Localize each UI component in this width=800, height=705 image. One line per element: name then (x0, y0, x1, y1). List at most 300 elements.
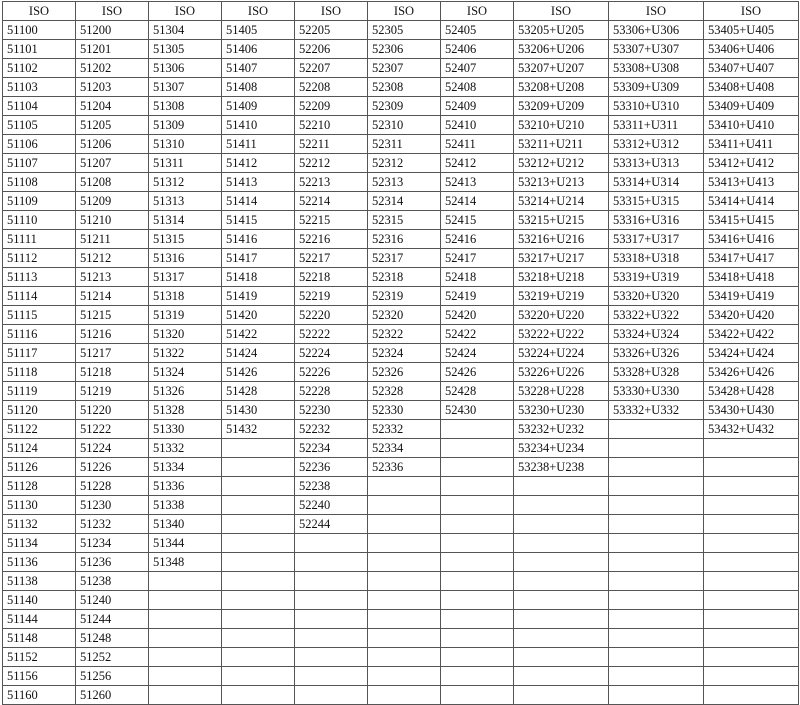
empty-cell (704, 686, 799, 705)
empty-cell (609, 496, 704, 515)
table-cell: 53222+U222 (514, 325, 609, 344)
table-cell: 52336 (368, 458, 441, 477)
table-cell: 53407+U407 (704, 59, 799, 78)
table-cell: 51218 (76, 363, 149, 382)
table-cell: 53228+U228 (514, 382, 609, 401)
table-cell: 51219 (76, 382, 149, 401)
table-row (3, 325, 799, 344)
table-cell: 51214 (76, 287, 149, 306)
table-cell: 53328+U328 (609, 363, 704, 382)
empty-cell (295, 610, 368, 629)
table-cell: 53230+U230 (514, 401, 609, 420)
table-cell: 51322 (149, 344, 222, 363)
table-cell: 53318+U318 (609, 249, 704, 268)
table-cell: 51307 (149, 78, 222, 97)
table-row (3, 553, 799, 572)
table-cell: 53317+U317 (609, 230, 704, 249)
table-cell: 51316 (149, 249, 222, 268)
table-cell: 53324+U324 (609, 325, 704, 344)
table-cell: 53220+U220 (514, 306, 609, 325)
empty-cell (295, 686, 368, 705)
table-cell: 52313 (368, 173, 441, 192)
table-cell: 52312 (368, 154, 441, 173)
table-cell: 51318 (149, 287, 222, 306)
table-cell: 51236 (76, 553, 149, 572)
table-cell: 52406 (441, 40, 514, 59)
empty-cell (514, 477, 609, 496)
table-cell: 52409 (441, 97, 514, 116)
empty-cell (295, 534, 368, 553)
column-header-9: ISO (609, 2, 704, 21)
empty-cell (441, 686, 514, 705)
table-cell: 53309+U309 (609, 78, 704, 97)
table-cell: 52315 (368, 211, 441, 230)
table-cell: 53224+U224 (514, 344, 609, 363)
table-cell: 53416+U416 (704, 230, 799, 249)
table-row (3, 173, 799, 192)
table-cell: 51152 (3, 648, 76, 667)
table-cell: 51348 (149, 553, 222, 572)
table-cell: 52418 (441, 268, 514, 287)
empty-cell (609, 667, 704, 686)
table-cell: 52415 (441, 211, 514, 230)
empty-cell (704, 591, 799, 610)
table-cell: 51112 (3, 249, 76, 268)
empty-cell (295, 553, 368, 572)
empty-cell (514, 648, 609, 667)
table-cell: 51115 (3, 306, 76, 325)
table-cell: 51315 (149, 230, 222, 249)
table-cell: 52232 (295, 420, 368, 439)
table-cell: 51120 (3, 401, 76, 420)
empty-cell (295, 629, 368, 648)
table-cell: 53215+U215 (514, 211, 609, 230)
table-cell: 51238 (76, 572, 149, 591)
table-cell: 52424 (441, 344, 514, 363)
empty-cell (441, 458, 514, 477)
table-cell: 52218 (295, 268, 368, 287)
table-cell: 51217 (76, 344, 149, 363)
empty-cell (368, 667, 441, 686)
table-cell: 51336 (149, 477, 222, 496)
empty-cell (704, 458, 799, 477)
table-cell: 51314 (149, 211, 222, 230)
table-cell: 51328 (149, 401, 222, 420)
table-cell: 51304 (149, 21, 222, 40)
table-cell: 52428 (441, 382, 514, 401)
table-cell: 52328 (368, 382, 441, 401)
table-cell: 52244 (295, 515, 368, 534)
table-cell: 53412+U412 (704, 154, 799, 173)
empty-cell (368, 534, 441, 553)
table-cell: 53419+U419 (704, 287, 799, 306)
table-row (3, 154, 799, 173)
table-cell: 51256 (76, 667, 149, 686)
table-cell: 51116 (3, 325, 76, 344)
table-cell: 53212+U212 (514, 154, 609, 173)
empty-cell (514, 686, 609, 705)
empty-cell (609, 439, 704, 458)
empty-cell (368, 648, 441, 667)
table-cell: 51308 (149, 97, 222, 116)
table-cell: 53219+U219 (514, 287, 609, 306)
table-row (3, 230, 799, 249)
empty-cell (441, 515, 514, 534)
table-cell: 51407 (222, 59, 295, 78)
empty-cell (149, 667, 222, 686)
empty-cell (704, 648, 799, 667)
table-cell: 51156 (3, 667, 76, 686)
table-cell: 51310 (149, 135, 222, 154)
table-cell: 52413 (441, 173, 514, 192)
empty-cell (609, 534, 704, 553)
table-cell: 52211 (295, 135, 368, 154)
empty-cell (609, 648, 704, 667)
table-cell: 51222 (76, 420, 149, 439)
table-cell: 51248 (76, 629, 149, 648)
empty-cell (441, 591, 514, 610)
table-cell: 51105 (3, 116, 76, 135)
table-cell: 51319 (149, 306, 222, 325)
table-cell: 51426 (222, 363, 295, 382)
table-cell: 51200 (76, 21, 149, 40)
table-cell: 52310 (368, 116, 441, 135)
table-row (3, 21, 799, 40)
table-cell: 52411 (441, 135, 514, 154)
table-cell: 52222 (295, 325, 368, 344)
table-body (3, 21, 799, 705)
table-cell: 53226+U226 (514, 363, 609, 382)
table-row (3, 382, 799, 401)
table-cell: 51324 (149, 363, 222, 382)
empty-cell (704, 629, 799, 648)
table-cell: 51412 (222, 154, 295, 173)
empty-cell (441, 629, 514, 648)
table-cell: 52205 (295, 21, 368, 40)
empty-cell (609, 477, 704, 496)
table-cell: 51101 (3, 40, 76, 59)
empty-cell (368, 686, 441, 705)
table-cell: 52426 (441, 363, 514, 382)
table-row (3, 572, 799, 591)
table-cell: 51201 (76, 40, 149, 59)
table-row (3, 534, 799, 553)
table-cell: 51107 (3, 154, 76, 173)
iso-bearing-table (2, 1, 799, 705)
empty-cell (295, 667, 368, 686)
table-cell: 53208+U208 (514, 78, 609, 97)
table-row (3, 249, 799, 268)
table-cell: 51110 (3, 211, 76, 230)
table-cell: 53306+U306 (609, 21, 704, 40)
empty-cell (368, 610, 441, 629)
table-cell: 53218+U218 (514, 268, 609, 287)
table-cell: 52314 (368, 192, 441, 211)
table-cell: 53313+U313 (609, 154, 704, 173)
table-cell: 51213 (76, 268, 149, 287)
table-cell: 53234+U234 (514, 439, 609, 458)
table-row (3, 648, 799, 667)
table-cell: 51311 (149, 154, 222, 173)
empty-cell (149, 591, 222, 610)
table-cell: 53315+U315 (609, 192, 704, 211)
table-cell: 52330 (368, 401, 441, 420)
table-cell: 51330 (149, 420, 222, 439)
table-cell: 51418 (222, 268, 295, 287)
empty-cell (441, 534, 514, 553)
table-cell: 51104 (3, 97, 76, 116)
column-header-4: ISO (222, 2, 295, 21)
table-cell: 51410 (222, 116, 295, 135)
table-cell: 52207 (295, 59, 368, 78)
column-header-3: ISO (149, 2, 222, 21)
empty-cell (222, 610, 295, 629)
empty-cell (368, 629, 441, 648)
table-cell: 51208 (76, 173, 149, 192)
table-cell: 51305 (149, 40, 222, 59)
table-cell: 53320+U320 (609, 287, 704, 306)
empty-cell (222, 515, 295, 534)
table-cell: 51409 (222, 97, 295, 116)
table-cell: 51340 (149, 515, 222, 534)
table-cell: 53417+U417 (704, 249, 799, 268)
empty-cell (222, 629, 295, 648)
empty-cell (149, 572, 222, 591)
table-cell: 52210 (295, 116, 368, 135)
table-cell: 52419 (441, 287, 514, 306)
table-cell: 53406+U406 (704, 40, 799, 59)
table-cell: 51419 (222, 287, 295, 306)
empty-cell (704, 477, 799, 496)
table-row (3, 610, 799, 629)
table-cell: 52311 (368, 135, 441, 154)
table-cell: 53420+U420 (704, 306, 799, 325)
table-row (3, 192, 799, 211)
empty-cell (222, 591, 295, 610)
table-cell: 52412 (441, 154, 514, 173)
table-cell: 51119 (3, 382, 76, 401)
empty-cell (609, 515, 704, 534)
table-row (3, 629, 799, 648)
table-cell: 52228 (295, 382, 368, 401)
table-cell: 53316+U316 (609, 211, 704, 230)
table-cell: 51313 (149, 192, 222, 211)
table-cell: 52405 (441, 21, 514, 40)
empty-cell (704, 496, 799, 515)
table-cell: 52308 (368, 78, 441, 97)
table-cell: 52309 (368, 97, 441, 116)
table-row (3, 59, 799, 78)
table-cell: 53312+U312 (609, 135, 704, 154)
table-cell: 51414 (222, 192, 295, 211)
empty-cell (514, 496, 609, 515)
column-header-8: ISO (514, 2, 609, 21)
table-cell: 52236 (295, 458, 368, 477)
table-cell: 51109 (3, 192, 76, 211)
table-cell: 51128 (3, 477, 76, 496)
table-cell: 51420 (222, 306, 295, 325)
table-row (3, 268, 799, 287)
empty-cell (149, 648, 222, 667)
table-cell: 52326 (368, 363, 441, 382)
table-cell: 52307 (368, 59, 441, 78)
table-cell: 51424 (222, 344, 295, 363)
empty-cell (222, 686, 295, 705)
table-cell: 51320 (149, 325, 222, 344)
table-row (3, 420, 799, 439)
table-cell: 53308+U308 (609, 59, 704, 78)
table-cell: 51432 (222, 420, 295, 439)
table-row (3, 667, 799, 686)
table-cell: 52208 (295, 78, 368, 97)
table-cell: 51212 (76, 249, 149, 268)
table-cell: 51408 (222, 78, 295, 97)
table-cell: 52215 (295, 211, 368, 230)
table-cell: 51211 (76, 230, 149, 249)
table-row (3, 306, 799, 325)
table-cell: 51132 (3, 515, 76, 534)
table-cell: 51422 (222, 325, 295, 344)
table-cell: 53432+U432 (704, 420, 799, 439)
column-header-6: ISO (368, 2, 441, 21)
empty-cell (514, 667, 609, 686)
empty-cell (368, 591, 441, 610)
empty-cell (609, 420, 704, 439)
column-header-5: ISO (295, 2, 368, 21)
table-cell: 53205+U205 (514, 21, 609, 40)
table-cell: 53216+U216 (514, 230, 609, 249)
table-cell: 53210+U210 (514, 116, 609, 135)
empty-cell (368, 477, 441, 496)
table-cell: 51306 (149, 59, 222, 78)
empty-cell (368, 553, 441, 572)
table-row (3, 287, 799, 306)
table-cell: 51220 (76, 401, 149, 420)
table-cell: 51326 (149, 382, 222, 401)
empty-cell (609, 591, 704, 610)
table-cell: 53413+U413 (704, 173, 799, 192)
empty-cell (441, 572, 514, 591)
empty-cell (441, 610, 514, 629)
empty-cell (704, 515, 799, 534)
empty-cell (609, 629, 704, 648)
empty-cell (514, 515, 609, 534)
table-cell: 53209+U209 (514, 97, 609, 116)
table-row (3, 439, 799, 458)
table-cell: 51226 (76, 458, 149, 477)
empty-cell (704, 553, 799, 572)
table-cell: 52220 (295, 306, 368, 325)
empty-cell (609, 553, 704, 572)
table-cell: 53206+U206 (514, 40, 609, 59)
table-cell: 52407 (441, 59, 514, 78)
empty-cell (222, 572, 295, 591)
table-row (3, 211, 799, 230)
table-cell: 53207+U207 (514, 59, 609, 78)
table-cell: 51416 (222, 230, 295, 249)
table-cell: 52226 (295, 363, 368, 382)
table-cell: 52417 (441, 249, 514, 268)
table-cell: 51136 (3, 553, 76, 572)
table-cell: 53311+U311 (609, 116, 704, 135)
table-cell: 51203 (76, 78, 149, 97)
table-row (3, 344, 799, 363)
table-cell: 51207 (76, 154, 149, 173)
empty-cell (514, 553, 609, 572)
empty-cell (441, 439, 514, 458)
table-cell: 51100 (3, 21, 76, 40)
table-cell: 51148 (3, 629, 76, 648)
table-cell: 52240 (295, 496, 368, 515)
table-row (3, 458, 799, 477)
table-cell: 51216 (76, 325, 149, 344)
empty-cell (514, 629, 609, 648)
empty-cell (222, 553, 295, 572)
table-cell: 53410+U410 (704, 116, 799, 135)
table-row (3, 477, 799, 496)
empty-cell (149, 610, 222, 629)
table-row (3, 40, 799, 59)
table-cell: 51234 (76, 534, 149, 553)
table-cell: 51117 (3, 344, 76, 363)
table-cell: 52206 (295, 40, 368, 59)
table-cell: 53319+U319 (609, 268, 704, 287)
empty-cell (222, 458, 295, 477)
table-cell: 51205 (76, 116, 149, 135)
table-cell: 53408+U408 (704, 78, 799, 97)
empty-cell (704, 534, 799, 553)
table-cell: 52306 (368, 40, 441, 59)
table-cell: 53214+U214 (514, 192, 609, 211)
table-cell: 51113 (3, 268, 76, 287)
table-cell: 51417 (222, 249, 295, 268)
table-cell: 53422+U422 (704, 325, 799, 344)
table-cell: 52414 (441, 192, 514, 211)
table-cell: 51317 (149, 268, 222, 287)
table-cell: 51406 (222, 40, 295, 59)
table-cell: 52317 (368, 249, 441, 268)
empty-cell (441, 496, 514, 515)
table-cell: 52410 (441, 116, 514, 135)
empty-cell (441, 667, 514, 686)
table-cell: 52318 (368, 268, 441, 287)
table-cell: 51312 (149, 173, 222, 192)
table-cell: 51108 (3, 173, 76, 192)
empty-cell (514, 534, 609, 553)
header-row (3, 2, 799, 21)
table-cell: 51118 (3, 363, 76, 382)
table-cell: 51160 (3, 686, 76, 705)
table-cell: 52416 (441, 230, 514, 249)
table-cell: 53232+U232 (514, 420, 609, 439)
table-row (3, 591, 799, 610)
table-cell: 53238+U238 (514, 458, 609, 477)
table-cell: 52238 (295, 477, 368, 496)
table-cell: 52216 (295, 230, 368, 249)
table-cell: 51240 (76, 591, 149, 610)
table-row (3, 401, 799, 420)
table-cell: 51415 (222, 211, 295, 230)
table-cell: 51430 (222, 401, 295, 420)
table-cell: 52213 (295, 173, 368, 192)
table-cell: 51224 (76, 439, 149, 458)
table-cell: 51144 (3, 610, 76, 629)
table-cell: 51204 (76, 97, 149, 116)
empty-cell (441, 477, 514, 496)
table-header (3, 2, 799, 21)
table-cell: 53428+U428 (704, 382, 799, 401)
table-cell: 51126 (3, 458, 76, 477)
